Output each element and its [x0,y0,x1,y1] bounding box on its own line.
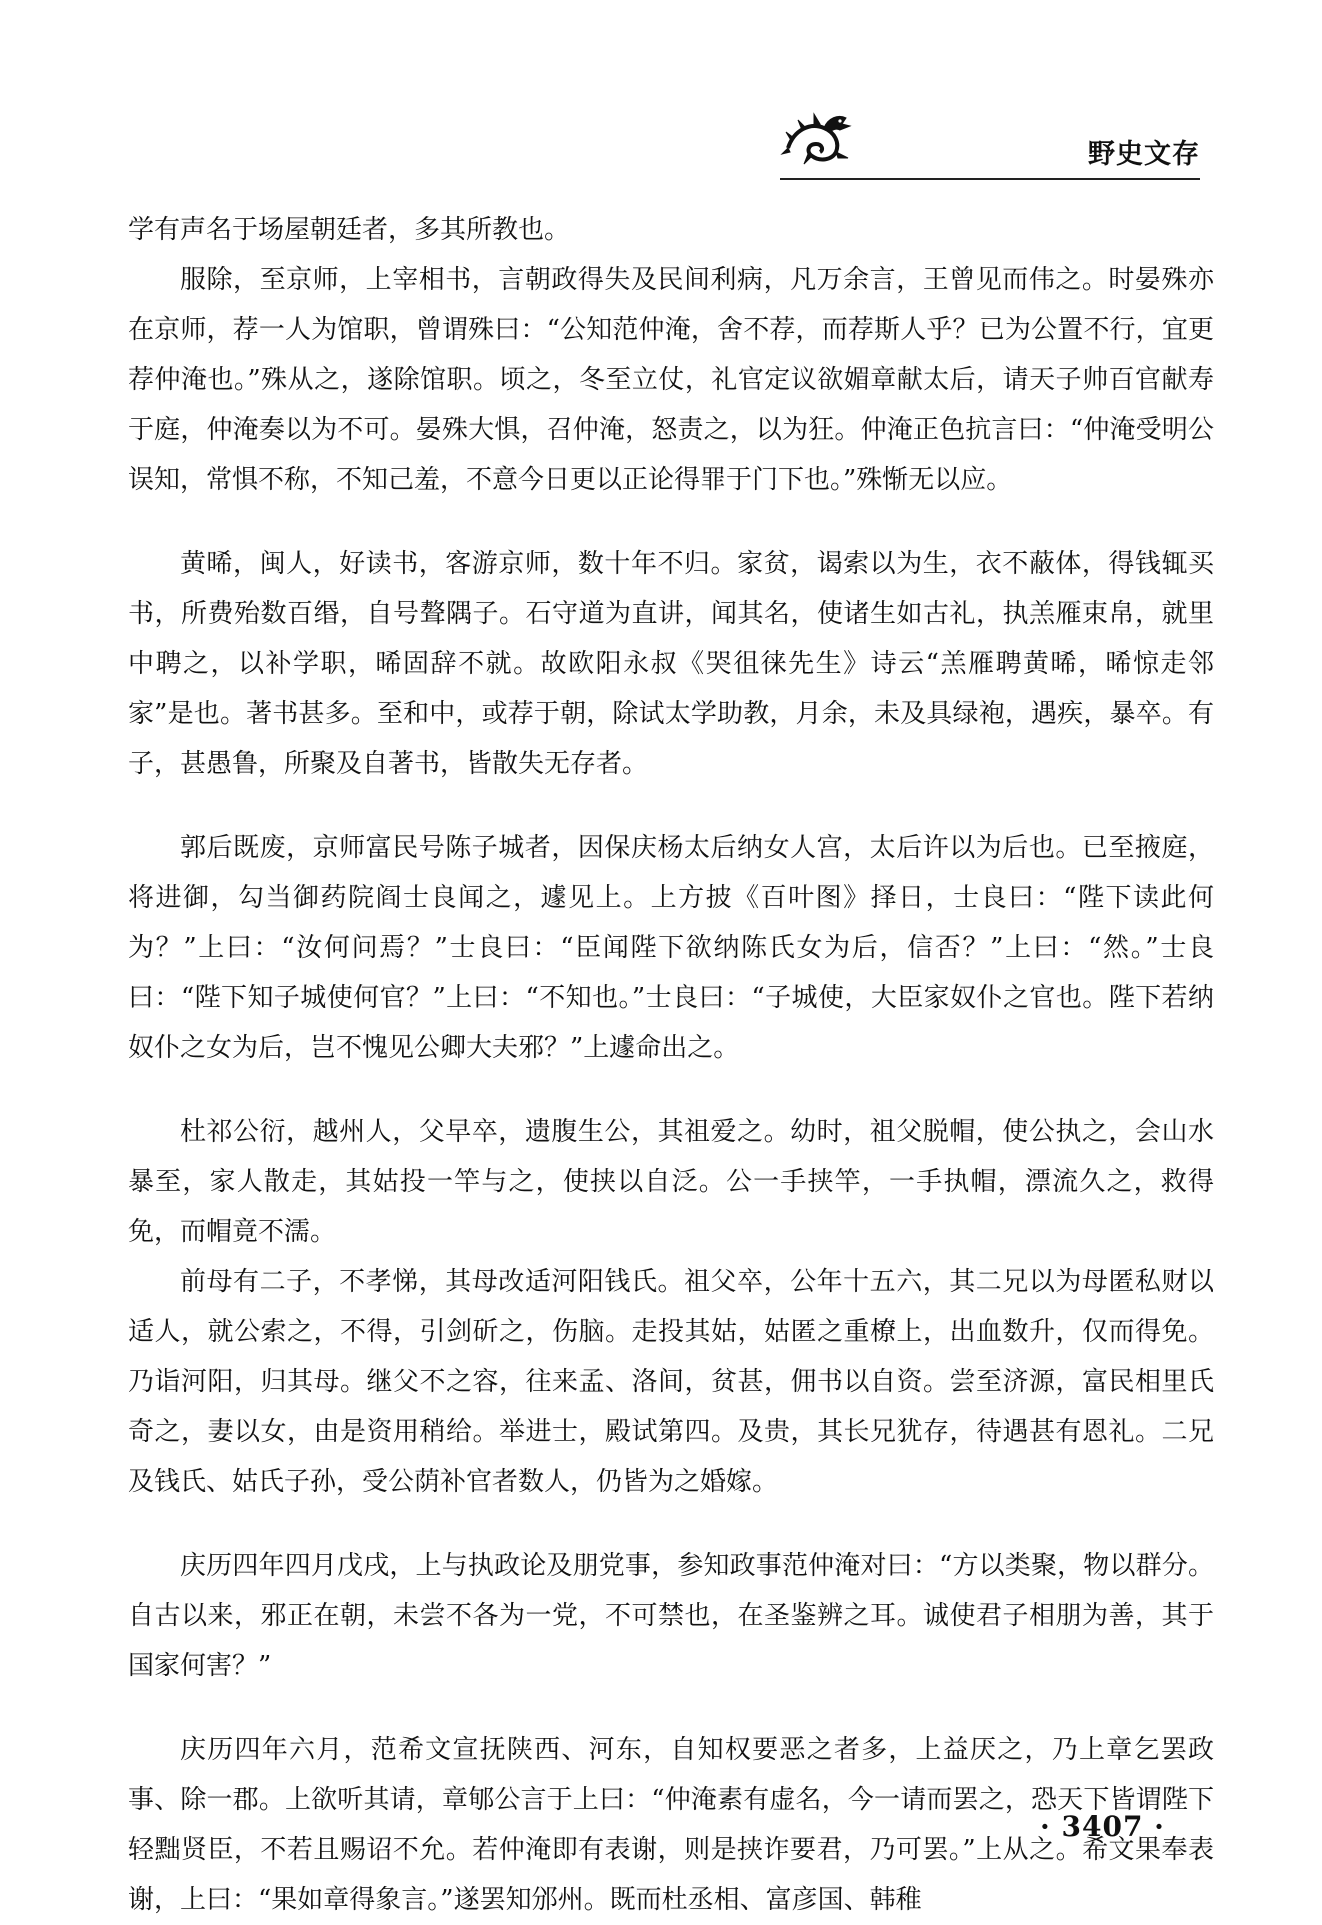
paragraph: 庆历四年六月，范希文宣抚陕西、河东，自知权要恶之者多，上益厌之，乃上章乞罢政事、除一郡。上欲听其请，章郇公言于上曰：“仲淹素有虚名，今一请而罢之，恐天下皆谓陛下轻黜贤臣，不若且赐诏不允。若仲淹即有表谢，则是挟诈要君，乃可罢。”上从之。希文果奉表谢，上曰：“果如章得象言。”遂罢知邠州。既而杜丞相、富彦国、韩稚 [128,1735,1214,1915]
paragraph: 庆历四年四月戊戌，上与执政论及朋党事，参知政事范仲淹对曰：“方以类聚，物以群分。自古以来，邪正在朝，未尝不各为一党，不可禁也，在圣鉴辨之耳。诚使君子相朋为善，其于国家何害？” [128,1551,1214,1681]
section-gap [128,789,1214,823]
paragraph: 服除，至京师，上宰相书，言朝政得失及民间利病，凡万余言，王曾见而伟之。时晏殊亦在京师，荐一人为馆职，曾谓殊曰：“公知范仲淹，舍不荐，而荐斯人乎？已为公置不行，宜更荐仲淹也。”殊从之，遂除馆职。顷之，冬至立仗，礼官定议欲媚章献太后，请天子帅百官献寿于庭，仲淹奏以为不可。晏殊大惧，召仲淹，怒责之，以为狂。仲淹正色抗言曰：“仲淹受明公误知，常惧不称，不知己羞，不意今日更以正论得罪于门下也。”殊惭无以应。 [128,265,1214,495]
paragraph: 学有声名于场屋朝廷者，多其所教也。 [128,215,571,245]
section-gap [128,1691,1214,1725]
section-gap [128,505,1214,539]
dragon-emblem-icon [780,108,856,168]
paragraph: 前母有二子，不孝悌，其母改适河阳钱氏。祖父卒，公年十五六，其二兄以为母匿私财以适人，就公索之，不得，引剑斫之，伤脑。走投其姑，姑匿之重橑上，出血数升，仅而得免。乃诣河阳，归其母。继父不之容，往来孟、洛间，贫甚，佣书以自资。尝至济源，富民相里氏奇之，妻以女，由是资用稍给。举进士，殿试第四。及贵，其长兄犹存，待遇甚有恩礼。二兄及钱氏、姑氏子孙，受公荫补官者数人，仍皆为之婚嫁。 [128,1267,1214,1497]
header-divider [780,178,1200,180]
section-gap [128,1507,1214,1541]
running-header-title: 野史文存 [1088,139,1200,170]
page-number: · 3407 · [1040,1810,1165,1843]
body-text [128,205,1214,1925]
paragraph: 黄晞，闽人，好读书，客游京师，数十年不归。家贫，谒索以为生，衣不蔽体，得钱辄买书，所费殆数百缗，自号聱隅子。石守道为直讲，闻其名，使诸生如古礼，执羔雁束帛，就里中聘之，以补学职，晞固辞不就。故欧阳永叔《哭徂徕先生》诗云“羔雁聘黄晞，晞惊走邻家”是也。著书甚多。至和中，或荐于朝，除试太学助教，月余，未及具绿袍，遇疾，暴卒。有子，甚愚鲁，所聚及自著书，皆散失无存者。 [128,549,1214,779]
running-header [780,120,1200,180]
paragraph: 郭后既废，京师富民号陈子城者，因保庆杨太后纳女人宫，太后许以为后也。已至掖庭，将进御，勾当御药院阎士良闻之，遽见上。上方披《百叶图》择日，士良曰：“陛下读此何为？”上曰：“汝何问焉？”士良曰：“臣闻陛下欲纳陈氏女为后，信否？”上曰：“然。”士良曰：“陛下知子城使何官？”上曰：“不知也。”士良曰：“子城使，大臣家奴仆之官也。陛下若纳奴仆之女为后，岂不愧见公卿大夫邪？”上遽命出之。 [128,833,1214,1063]
section-gap [128,1073,1214,1107]
paragraph: 杜祁公衍，越州人，父早卒，遗腹生公，其祖爱之。幼时，祖父脱帽，使公执之，会山水暴至，家人散走，其姑投一竿与之，使挟以自泛。公一手挟竿，一手执帽，漂流久之，救得免，而帽竟不濡。 [128,1117,1214,1247]
